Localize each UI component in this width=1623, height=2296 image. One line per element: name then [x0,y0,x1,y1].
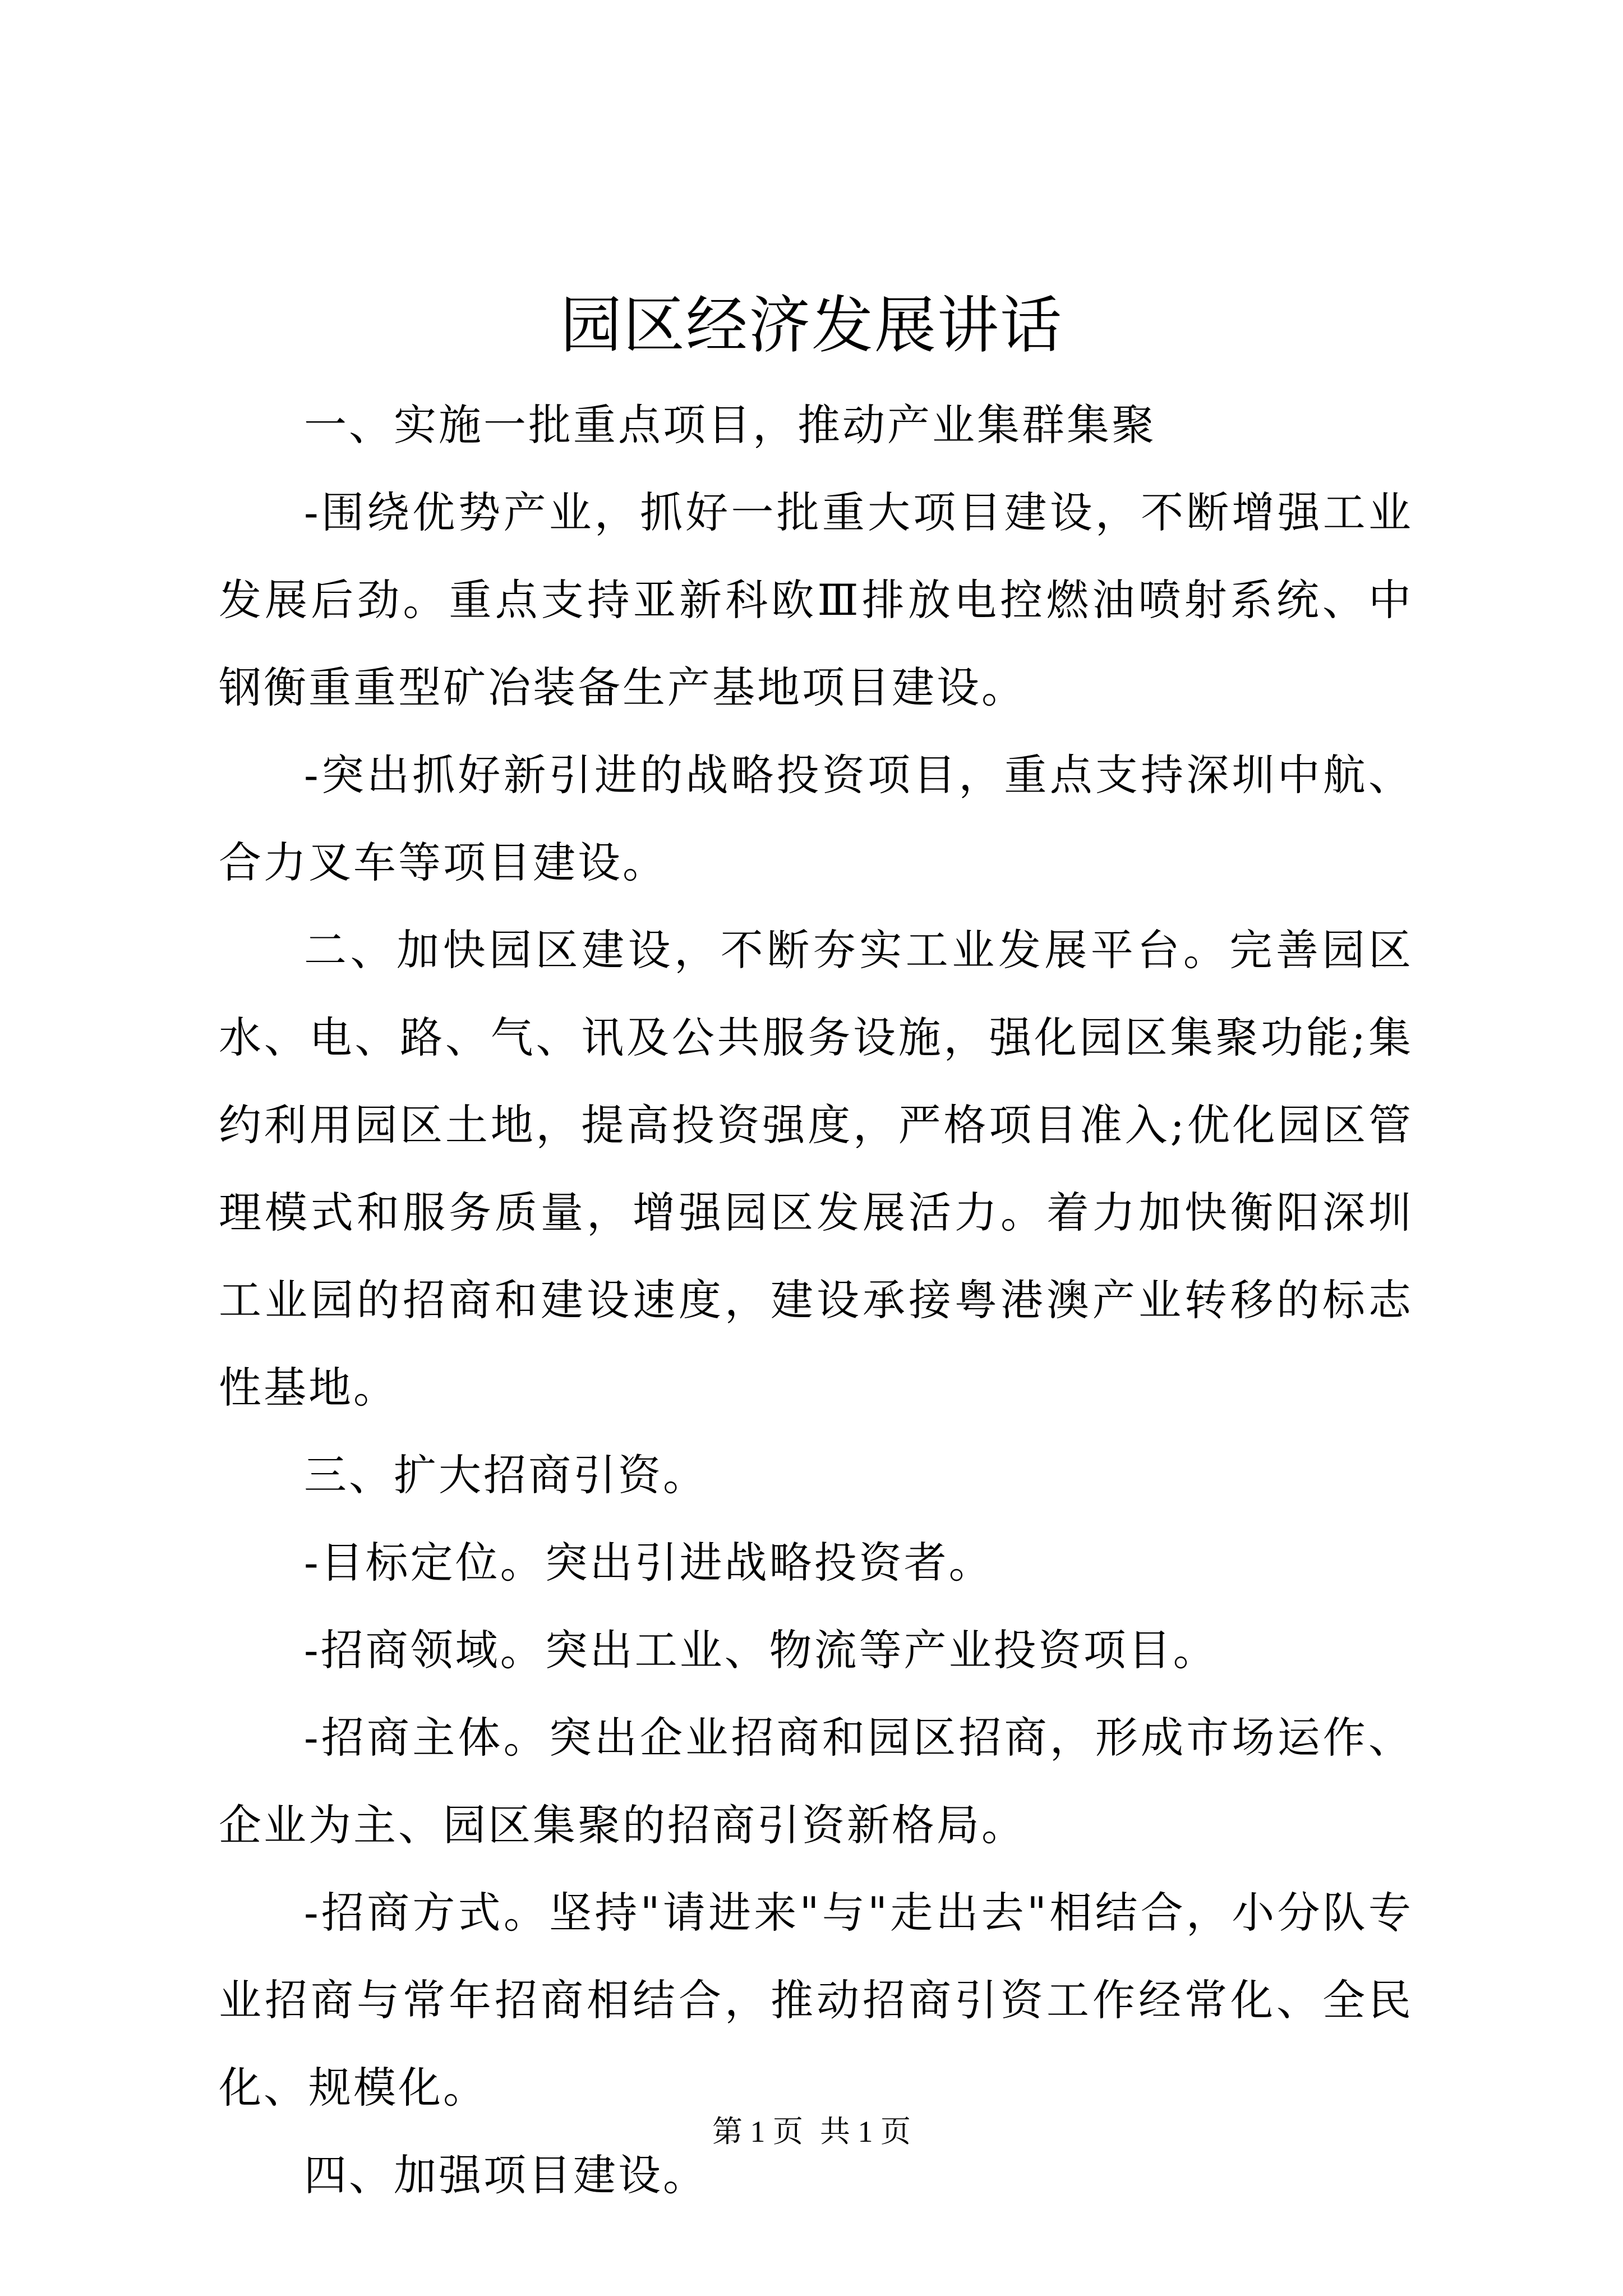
paragraph: -招商方式。坚持"请进来"与"走出去"相结合，小分队专业招商与常年招商相结合，推动招商引资工作经常化、全民化、规模化。 [219,1888,1413,2113]
paragraph: 三、扩大招商引资。 [304,1450,708,1500]
page-number: 第 1 页 [712,2115,803,2148]
page-total: 共 1 页 [820,2115,911,2148]
paragraph: -围绕优势产业，抓好一批重大项目建设，不断增强工业发展后劲。重点支持亚新科欧Ⅲ排放电控燃油喷射系统、中钢衡重重型矿冶装备生产基地项目建设。 [219,487,1413,712]
page-footer [0,2109,1623,2154]
paragraph: 一、实施一批重点项目，推动产业集群集聚 [304,400,1156,450]
paragraph: -目标定位。突出引进战略投资者。 [304,1538,994,1588]
document-body [219,381,1413,2219]
document-title: 园区经济发展讲话 [560,289,1063,361]
paragraph: -突出抓好新引进的战略投资项目，重点支持深圳中航、合力叉车等项目建设。 [219,750,1413,887]
paragraph: -招商主体。突出企业招商和园区招商，形成市场运作、企业为主、园区集聚的招商引资新格局。 [219,1713,1413,1850]
paragraph: -招商领域。突出工业、物流等产业投资项目。 [304,1625,1218,1675]
paragraph: 四、加强项目建设。 [304,2150,708,2200]
paragraph: 二、加快园区建设，不断夯实工业发展平台。完善园区水、电、路、气、讯及公共服务设施，强化园区集聚功能;集约利用园区土地，提高投资强度，严格项目准入;优化园区管理模式和服务质量，增强园区发展活力。着力加快衡阳深圳工业园的招商和建设速度，建设承接粤港澳产业转移的标志性基地。 [219,925,1413,1412]
